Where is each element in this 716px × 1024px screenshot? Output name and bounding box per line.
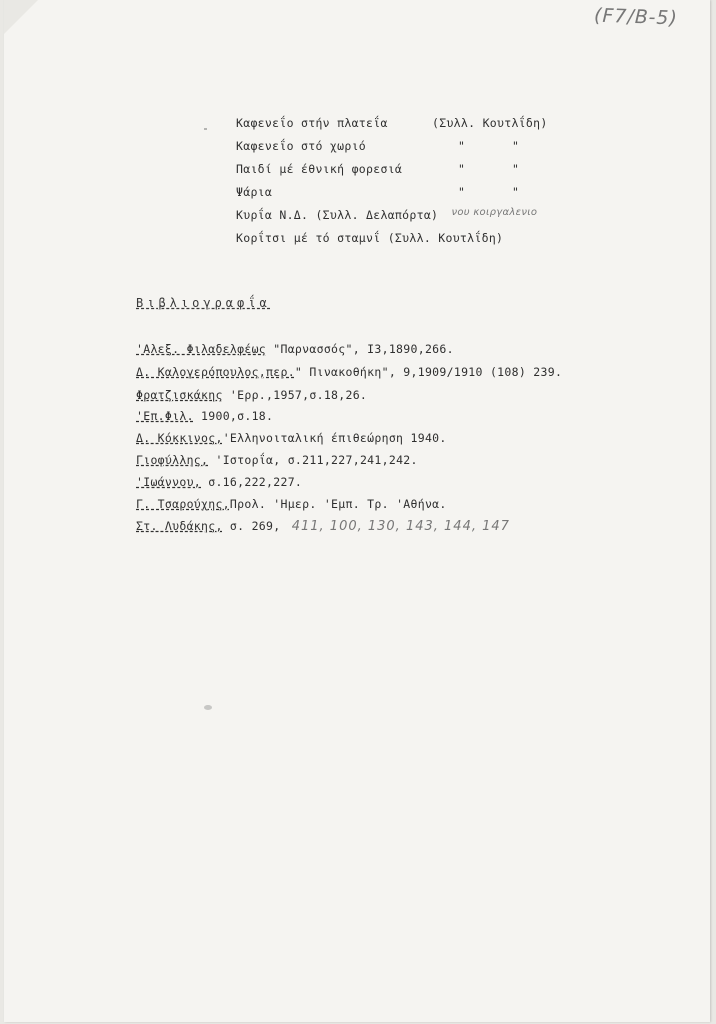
ink-smudge xyxy=(204,705,212,710)
bibliography-entry xyxy=(136,409,273,423)
illustration-title: Κορΐτσι μέ τό σταμνΐ (Συλλ. Κουτλΐδη) xyxy=(236,231,504,245)
illustration-item xyxy=(236,139,520,153)
ditto-mark: " xyxy=(512,162,520,176)
bibliography-author: 'Ιωάννου, xyxy=(136,475,202,489)
illustration-title: Καφενεΐο στήν πλατεΐα xyxy=(236,116,388,130)
illustration-item xyxy=(236,185,520,199)
bibliography-details: "Παρνασσός", Ι3,1890,266. xyxy=(266,342,454,356)
ditto-mark: " xyxy=(512,185,520,199)
bibliography-author: Δ. Καλογερόπουλος,περ. xyxy=(136,365,295,379)
folded-corner xyxy=(4,0,38,34)
illustration-title: Παιδί μέ έθνική φορεσιά xyxy=(236,162,403,176)
illustration-title: Καφενεΐο στό χωριό xyxy=(236,139,367,153)
bibliography-details: 'Ελληνοιταλική έπιθεώρηση 1940. xyxy=(222,431,447,445)
bibliography-details: 'Ιστορΐα, σ.211,227,241,242. xyxy=(208,453,418,467)
bibliography-entry xyxy=(136,519,510,534)
bibliography-heading: Βιβλιογραφΐα xyxy=(136,296,271,310)
illustration-item xyxy=(236,231,503,245)
bibliography-author: Φρατζισκάκης xyxy=(136,388,223,402)
bibliography-entry xyxy=(136,475,302,489)
bibliography-details: Προλ. 'Ημερ. 'Εμπ. Τρ. 'Αθήνα. xyxy=(229,497,447,511)
bibliography-details: σ. 269, xyxy=(222,519,281,533)
ditto-mark: " xyxy=(512,139,520,153)
bibliography-author: Γ. Τσαρούχης, xyxy=(136,497,230,511)
bibliography-author: 'Αλεξ. Φιλαδελφέως xyxy=(136,342,267,356)
illustration-title: Ψάρια xyxy=(236,185,273,199)
bibliography-details: " Πινακοθήκη", 9,1909/1910 (108) 239. xyxy=(294,365,563,379)
bibliography-author: 'Επ.Φιλ. xyxy=(136,409,194,423)
bibliography-entry xyxy=(136,388,367,402)
document-page xyxy=(4,0,710,1022)
handwritten-note: νου κοιργαλενιο xyxy=(451,207,538,218)
illustration-item xyxy=(236,208,537,222)
bibliography-details: 1900,σ.18. xyxy=(193,409,274,423)
bibliography-author: Στ. Λυδάκης, xyxy=(136,519,223,533)
ditto-mark: " xyxy=(458,185,466,199)
bibliography-author: Γιοφύλλης, xyxy=(136,453,209,467)
bibliography-entry xyxy=(136,431,447,445)
illustration-source: (Συλλ. Κουτλΐδη) xyxy=(432,116,548,130)
reference-code: (F7/B-5) xyxy=(593,4,679,30)
ink-speck xyxy=(204,128,207,130)
bibliography-entry xyxy=(136,497,447,511)
bibliography-author: Δ. Κόκκινος, xyxy=(136,431,223,445)
bibliography-entry xyxy=(136,453,418,467)
bibliography-details: σ.16,222,227. xyxy=(201,475,303,489)
ditto-mark: " xyxy=(458,162,466,176)
bibliography-details: 'Ερρ.,1957,σ.18,26. xyxy=(222,388,368,402)
illustration-item xyxy=(236,116,548,130)
bibliography-entry xyxy=(136,365,562,379)
illustration-title: Κυρΐα Ν.Δ. (Συλλ. Δελαπόρτα) xyxy=(236,208,439,222)
ditto-mark: " xyxy=(458,139,466,153)
bibliography-entry xyxy=(136,342,454,356)
handwritten-pages: 411, 100, 130, 143, 144, 147 xyxy=(291,519,510,534)
illustration-item xyxy=(236,162,520,176)
